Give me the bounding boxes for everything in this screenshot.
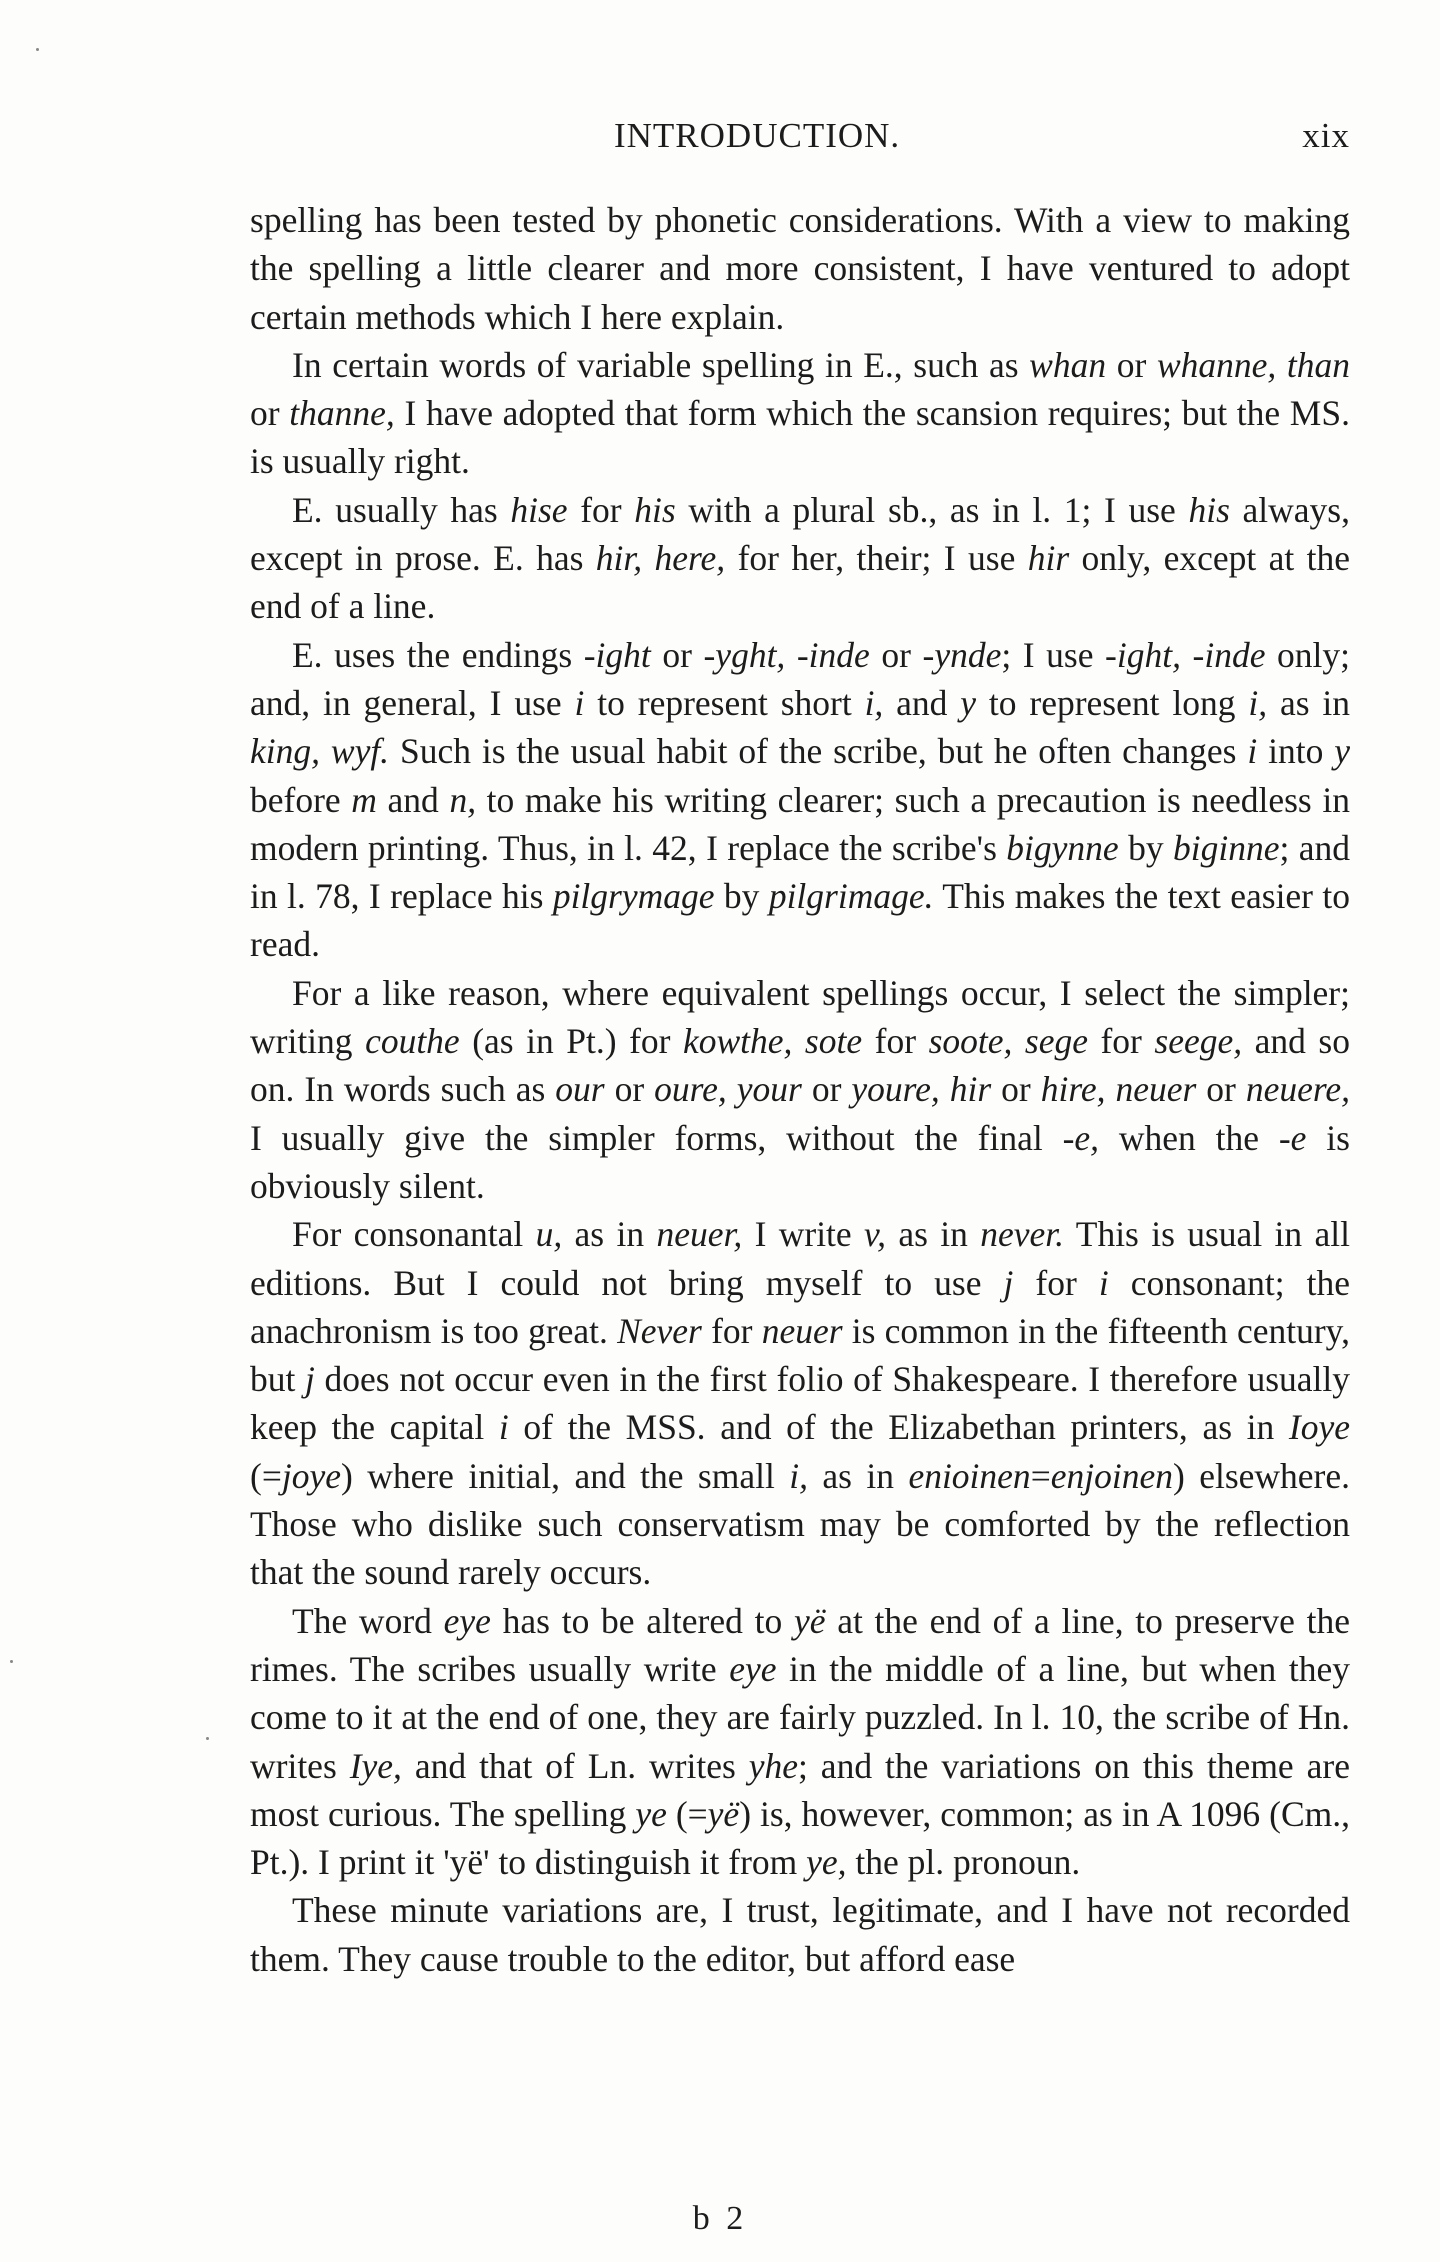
italic-run: Iye, xyxy=(349,1745,402,1786)
text-run: before xyxy=(250,779,352,820)
italic-run: j xyxy=(305,1359,315,1400)
paragraph xyxy=(250,1886,1350,1983)
text-run: and xyxy=(376,779,450,820)
paragraph xyxy=(250,969,1350,1210)
text-run: These minute variations are, I trust, legitimate, and I have not recorded them. They cause trouble to the editor, but afford ease xyxy=(250,1890,1350,1979)
italic-run: i xyxy=(498,1407,509,1448)
paragraph xyxy=(250,341,1350,486)
italic-run: joye xyxy=(281,1455,341,1496)
italic-run: yë xyxy=(793,1600,826,1641)
text-run: ) elsewhere. Those who dislike such conservatism may be comforted by the reflection that the sound rarely occurs. xyxy=(250,1455,1350,1593)
italic-run: thanne, xyxy=(289,393,395,434)
italic-run: biginne xyxy=(1172,827,1280,868)
paper-speck xyxy=(36,48,39,51)
paragraph xyxy=(250,631,1350,969)
italic-run: seege, xyxy=(1154,1021,1243,1062)
italic-run: youre, hir xyxy=(851,1069,992,1110)
italic-run: yhe xyxy=(748,1745,798,1786)
italic-run: whan xyxy=(1029,344,1107,385)
text-run: E. usually has xyxy=(292,489,511,530)
italic-run: hire, neuer xyxy=(1040,1069,1197,1110)
text-run: ; I use xyxy=(1001,634,1106,675)
running-title: INTRODUCTION. xyxy=(614,116,901,155)
italic-run: n, xyxy=(449,779,477,820)
italic-run: oure, your xyxy=(654,1069,802,1110)
text-run: Such is the usual habit of the scribe, but he often changes xyxy=(389,731,1248,772)
italic-run: his xyxy=(634,489,676,530)
text-run: for xyxy=(1013,1262,1099,1303)
text-run: (= xyxy=(250,1455,282,1496)
paragraph xyxy=(250,1210,1350,1596)
text-run: as in xyxy=(886,1214,981,1255)
italic-run: bigynne xyxy=(1006,827,1119,868)
italic-run: i xyxy=(1098,1262,1109,1303)
text-run: For a like reason, where equivalent spellings occur, I select the simpler; writing xyxy=(250,972,1350,1062)
italic-run: j xyxy=(1003,1262,1014,1303)
italic-run: i xyxy=(574,682,585,723)
text-run: at the end of a line, to preserve the rimes. The scribes usually write xyxy=(250,1600,1350,1689)
text-run: or xyxy=(650,634,704,675)
printer-signature-mark: b 2 xyxy=(692,2200,748,2237)
paragraph xyxy=(250,196,1350,341)
italic-run: hise xyxy=(510,489,568,530)
text-run: or xyxy=(250,393,290,434)
text-run: For consonantal xyxy=(292,1214,536,1255)
text-run: to represent long xyxy=(976,682,1249,723)
text-run: when the xyxy=(1099,1117,1279,1158)
italic-run: -yght, -inde xyxy=(703,634,870,675)
italic-run: whanne, xyxy=(1156,344,1277,385)
text-run: for xyxy=(1087,1021,1155,1062)
italic-run: hir, here, xyxy=(595,538,726,579)
italic-run: pilgrymage xyxy=(552,876,715,917)
italic-run: hir xyxy=(1027,538,1070,579)
text-run: or xyxy=(604,1069,655,1110)
italic-run: y xyxy=(1334,731,1350,772)
text-run: I have adopted that form which the scansion requires; but the MS. is usually right. xyxy=(250,393,1350,482)
italic-run: never. xyxy=(980,1214,1065,1255)
text-run: is common in the fifteenth century, but xyxy=(250,1310,1350,1400)
text-run: as in xyxy=(562,1214,657,1255)
text-run: into xyxy=(1257,731,1335,772)
text-run: In certain words of variable spelling in E., such as xyxy=(292,344,1030,385)
italic-run: -e xyxy=(1278,1117,1307,1158)
paper-speck xyxy=(10,1660,13,1663)
italic-run: i xyxy=(1247,731,1258,772)
italic-run: v, xyxy=(864,1214,887,1255)
italic-run: Never xyxy=(617,1310,702,1351)
text-run: by xyxy=(714,876,769,917)
text-run: or xyxy=(801,1069,852,1110)
text-run: ) is, however, common; as in A 1096 (Cm., Pt.). I print it 'yë' to distinguish it from xyxy=(250,1793,1350,1883)
text-run: has to be altered to xyxy=(490,1600,794,1641)
text-run: I write xyxy=(742,1214,865,1255)
italic-run: -ight, -inde xyxy=(1105,634,1266,675)
italic-run: -ynde xyxy=(922,634,1002,675)
text-run: for xyxy=(701,1310,762,1351)
italic-run: u, xyxy=(535,1214,563,1255)
text-run: or xyxy=(991,1069,1041,1110)
italic-run: i, xyxy=(1248,682,1268,723)
text-run: (= xyxy=(666,1793,708,1834)
text-run: This makes the text easier to read. xyxy=(250,876,1351,965)
text-run: as in xyxy=(1267,682,1350,723)
italic-run: king, wyf. xyxy=(250,731,390,772)
italic-run: neuere, xyxy=(1245,1069,1350,1110)
text-run: and xyxy=(883,682,961,723)
text-run: (as in Pt.) for xyxy=(459,1021,683,1062)
italic-run: eye xyxy=(443,1600,491,1641)
text-run: ; and the variations on this theme are most curious. The spelling xyxy=(250,1745,1350,1834)
text-run: or xyxy=(869,634,923,675)
italic-run: -e, xyxy=(1062,1117,1100,1158)
text-run: in the middle of a line, but when they come to it at the end of one, they are fairly puzzled. In l. 10, the scribe of Hn. writes xyxy=(250,1648,1350,1786)
italic-run: i, xyxy=(789,1455,808,1496)
text-run: ) where initial, and the small xyxy=(340,1455,790,1496)
text-run: by xyxy=(1118,827,1173,868)
text-run: to represent short xyxy=(584,682,865,723)
text-run: to make his writing clearer; such a precaution is needless in modern printing. Thus, in l. 42, I replace the scribe's xyxy=(250,779,1350,868)
text-run: is obviously silent. xyxy=(250,1117,1350,1206)
text-run: as in xyxy=(808,1455,909,1496)
italic-run: than xyxy=(1286,344,1351,385)
italic-run: -ight xyxy=(583,634,651,675)
paragraph xyxy=(250,1597,1350,1887)
italic-run: his xyxy=(1188,489,1230,530)
italic-run: yë xyxy=(707,1793,740,1834)
paper-speck xyxy=(206,1737,209,1740)
text-run: with a plural sb., as in l. 1; I use xyxy=(675,489,1189,530)
italic-run: ye xyxy=(635,1793,667,1834)
text-run: and so on. In words such as xyxy=(250,1021,1350,1110)
italic-run: neuer, xyxy=(656,1214,743,1255)
italic-run: enjoinen xyxy=(1050,1455,1173,1496)
body-text xyxy=(250,196,1350,1983)
text-run: = xyxy=(1030,1455,1051,1496)
text-run: of the MSS. and of the Elizabethan printers, as in xyxy=(508,1407,1289,1448)
italic-run: neuer xyxy=(761,1310,843,1351)
italic-run: enioinen xyxy=(908,1455,1031,1496)
text-run xyxy=(1276,345,1287,385)
text-run: for xyxy=(862,1021,929,1062)
text-run: or xyxy=(1196,1069,1246,1110)
text-run: always, except in prose. E. has xyxy=(250,489,1350,579)
text-run: The word xyxy=(292,1600,444,1641)
italic-run: Ioye xyxy=(1288,1407,1350,1448)
text-run: and that of Ln. writes xyxy=(401,1745,749,1786)
text-run: This is usual in all editions. But I could not bring myself to use xyxy=(250,1214,1350,1303)
text-run: I usually give the simpler forms, without the final xyxy=(250,1117,1063,1158)
text-run: the pl. pronoun. xyxy=(846,1842,1081,1883)
italic-run: our xyxy=(555,1069,605,1110)
text-run: for xyxy=(567,489,635,530)
italic-run: couthe xyxy=(365,1021,460,1062)
italic-run: soote, sege xyxy=(928,1021,1088,1062)
text-run: only, except at the end of a line. xyxy=(250,538,1350,627)
italic-run: eye xyxy=(729,1648,777,1689)
italic-run: kowthe, sote xyxy=(682,1021,863,1062)
italic-run: y xyxy=(960,682,977,723)
text-run: ; and in l. 78, I replace his xyxy=(250,827,1350,917)
text-run: only; and, in general, I use xyxy=(250,634,1350,723)
text-run: spelling has been tested by phonetic considerations. With a view to making the spelling a little clearer and more consistent, I have ventured to adopt certain methods which I here explain. xyxy=(250,200,1350,337)
text-run: E. uses the endings xyxy=(292,634,584,675)
text-run: or xyxy=(1106,344,1157,385)
text-run: consonant; the anachronism is too great. xyxy=(250,1262,1350,1351)
paragraph xyxy=(250,486,1350,631)
italic-run: pilgrimage. xyxy=(768,876,934,917)
italic-run: ye, xyxy=(806,1842,847,1883)
running-header xyxy=(250,112,1350,162)
text-run: for her, their; I use xyxy=(725,538,1028,579)
italic-run: i, xyxy=(864,682,884,723)
text-run: does not occur even in the first folio of Shakespeare. I therefore usually keep the capital xyxy=(250,1359,1351,1448)
page-number: xix xyxy=(1302,116,1350,155)
italic-run: m xyxy=(351,779,377,820)
